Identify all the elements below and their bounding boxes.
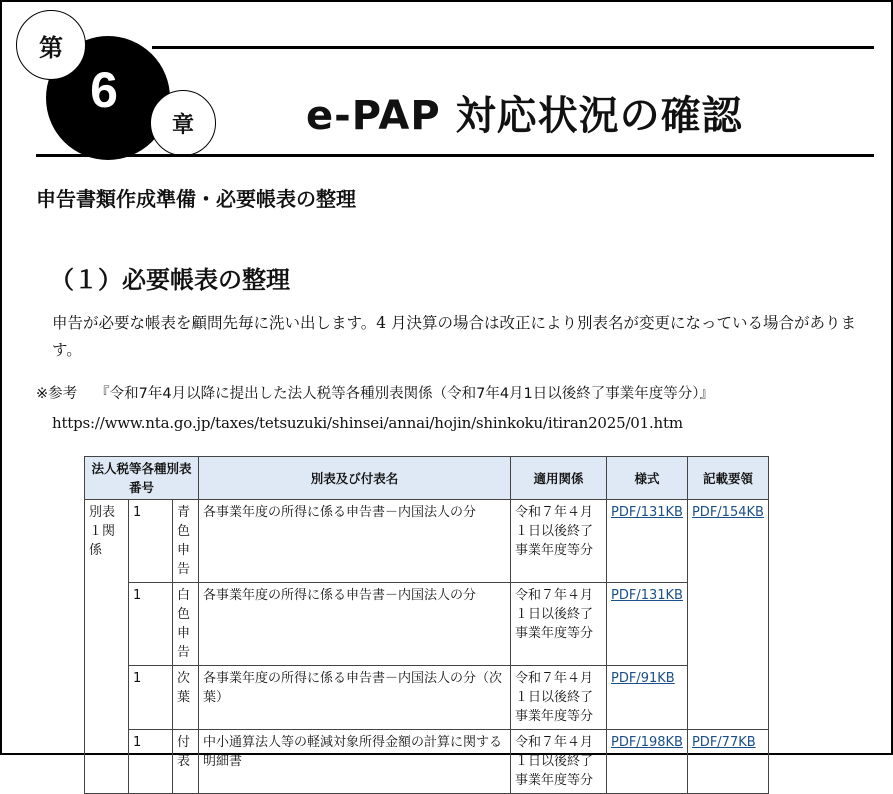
chapter-title: e-PAP 対応状況の確認 [306, 93, 743, 139]
body-paragraph: 申告が必要な帳表を顧問先毎に洗い出します。4 月決算の場合は改正により別表名が変更になっている場合があります。 [52, 314, 857, 359]
format-pdf-link[interactable]: PDF/91KB [611, 671, 675, 686]
reference-label: ※参考 [36, 386, 78, 402]
row-type-cell: 青色申告 [173, 500, 199, 583]
table-header-row [85, 457, 769, 500]
section-heading: 申告書類作成準備・必要帳表の整理 [36, 187, 356, 211]
row-name-cell: 各事業年度の所得に係る申告書－内国法人の分 [199, 500, 511, 583]
reference-line [36, 382, 714, 403]
group-label-cell: 別表１関係 [85, 500, 129, 794]
table-row [85, 666, 769, 730]
chapter-prefix-badge: 第 [16, 10, 86, 80]
instructions-pdf-link[interactable]: PDF/77KB [691, 735, 756, 750]
reference-title: 『令和7年4月以降に提出した法人税等各種別表関係（令和7年4月1日以後終了事業年度等分）』 [95, 386, 715, 402]
subsection-heading: （１）必要帳表の整理 [50, 266, 290, 294]
format-pdf-link[interactable]: PDF/131KB [611, 588, 683, 603]
header-format: 様式 [607, 457, 688, 500]
chapter-number-badge: 6 [46, 36, 170, 160]
row-applicable-cell: 令和７年４月１日以後終了事業年度等分 [511, 583, 607, 666]
instructions-pdf-link[interactable]: PDF/154KB [691, 505, 764, 520]
forms-table [84, 456, 769, 794]
row-applicable-cell: 令和７年４月１日以後終了事業年度等分 [511, 730, 607, 794]
header-number: 法人税等各種別表番号 [85, 457, 199, 500]
header-applicable: 適用関係 [511, 457, 607, 500]
header-top-rule [152, 46, 874, 49]
table-row [85, 583, 769, 666]
row-type-cell: 付表 [173, 730, 199, 794]
row-applicable-cell: 令和７年４月１日以後終了事業年度等分 [511, 500, 607, 583]
row-number-cell: 1 [129, 666, 173, 730]
row-name-cell: 中小通算法人等の軽減対象所得金額の計算に関する明細書 [199, 730, 511, 794]
row-name-cell: 各事業年度の所得に係る申告書－内国法人の分（次葉） [199, 666, 511, 730]
row-format-cell [607, 666, 688, 730]
row-format-cell [607, 500, 688, 583]
header-bottom-rule [36, 154, 874, 157]
format-pdf-link[interactable]: PDF/131KB [611, 505, 683, 520]
format-pdf-link[interactable]: PDF/198KB [611, 735, 683, 750]
row-instructions-cell [687, 500, 768, 730]
reference-url[interactable]: https://www.nta.go.jp/taxes/tetsuzuki/shinsei/annai/hojin/shinkoku/itiran2025/01.htm [52, 414, 683, 432]
row-format-cell [607, 583, 688, 666]
row-number-cell: 1 [129, 583, 173, 666]
table-row [85, 500, 769, 583]
header-instructions: 記載要領 [687, 457, 768, 500]
chapter-suffix-badge: 章 [150, 90, 216, 156]
row-number-cell: 1 [129, 500, 173, 583]
row-type-cell: 次葉 [173, 666, 199, 730]
row-type-cell: 白色申告 [173, 583, 199, 666]
table-row [85, 730, 769, 794]
row-name-cell: 各事業年度の所得に係る申告書－内国法人の分 [199, 583, 511, 666]
row-number-cell: 1 [129, 730, 173, 794]
row-applicable-cell: 令和７年４月１日以後終了事業年度等分 [511, 666, 607, 730]
header-name: 別表及び付表名 [199, 457, 511, 500]
row-instructions-cell [687, 730, 768, 794]
row-format-cell [607, 730, 688, 794]
